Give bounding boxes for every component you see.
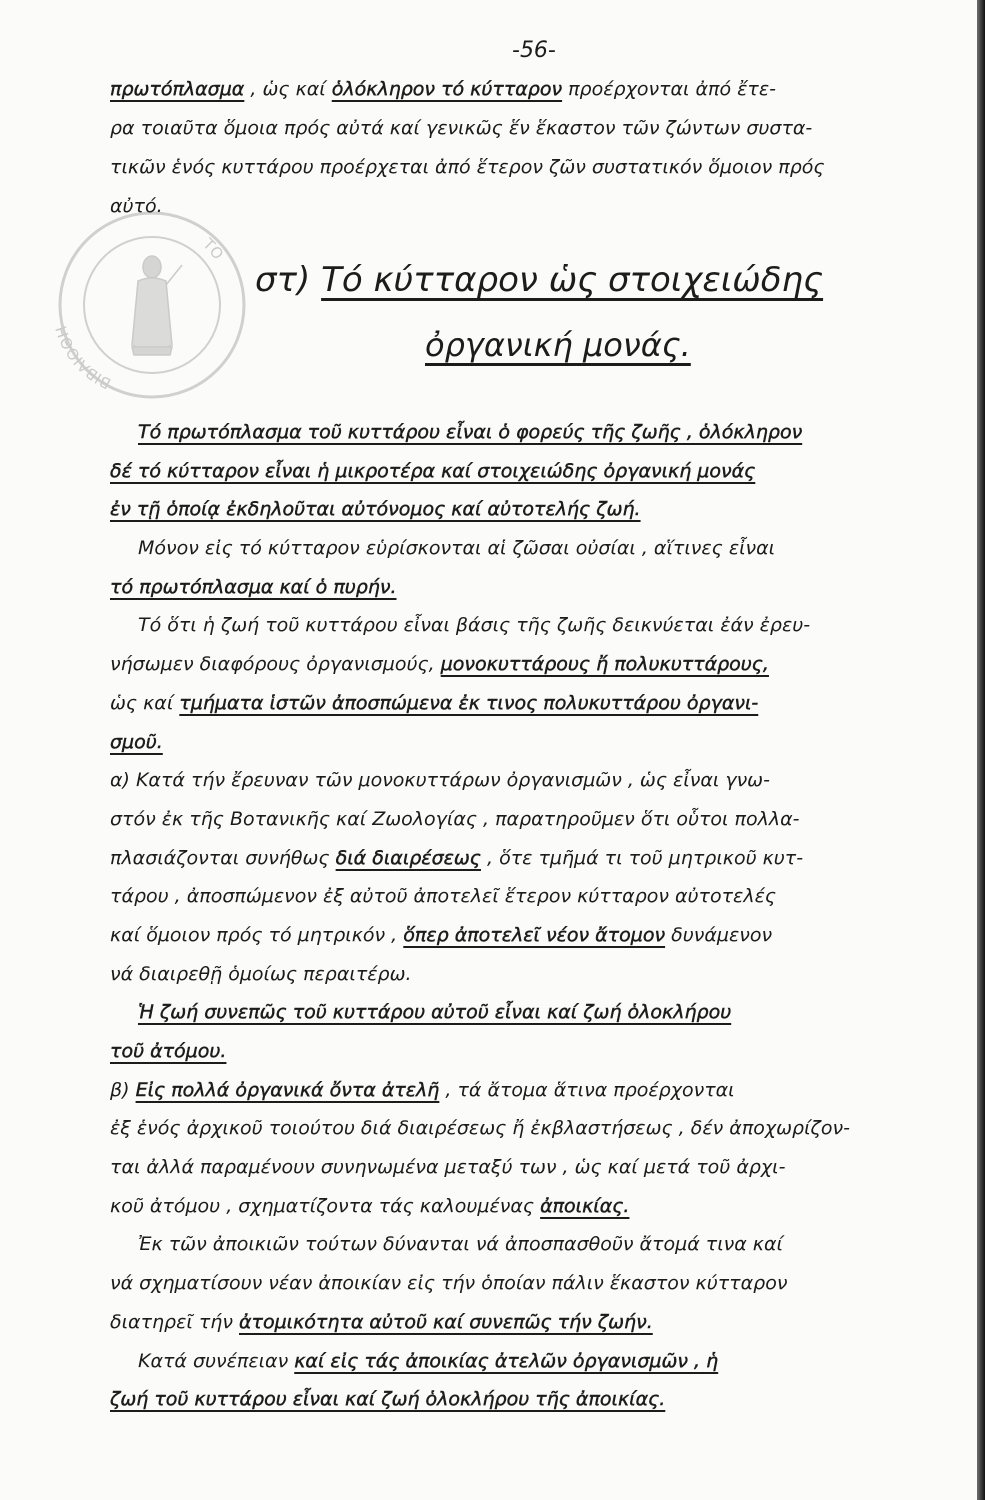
text-segment: νά σχηματίσουν νέαν ἀποικίαν εἰς τήν ὁποίαν πάλιν ἕκαστον κύτταρον — [110, 1272, 788, 1295]
text-segment: , τά ἄτομα ἅτινα προέρχονται — [439, 1078, 735, 1101]
text-segment: αὐτό. — [110, 195, 163, 217]
section-heading-continued — [425, 322, 691, 368]
text-line — [110, 70, 825, 109]
underlined-phrase: ὅπερ ἀποτελεῖ νέον ἄτομον — [403, 923, 666, 946]
text-segment: ρα τοιαῦτα ὅμοια πρός αὐτά καί γενικῶς ἕν ἕκαστον τῶν ζώντων συστα- — [110, 117, 813, 139]
section-number: στ) — [255, 260, 322, 300]
underlined-phrase: ἀτομικότητα αὐτοῦ καί συνεπῶς τήν ζωήν. — [239, 1310, 653, 1333]
underlined-phrase: τοῦ ἀτόμου. — [110, 1040, 227, 1062]
text-segment: στόν ἐκ τῆς Βοτανικῆς καί Ζωολογίας , παρατηροῦμεν ὅτι οὗτοι πολλα- — [110, 807, 800, 830]
text-segment: τικῶν ἑνός κυττάρου προέρχεται ἀπό ἕτερον ζῶν συστατικόν ὅμοιον πρός — [110, 156, 825, 178]
library-stamp — [52, 205, 252, 405]
text-segment: πλασιάζονται συνήθως — [110, 846, 336, 869]
underlined-phrase: τμήματα ἱστῶν ἀποσπώμενα ἐκ τινος πολυκυττάρου ὀργανι- — [179, 691, 759, 714]
underlined-phrase: Τό πρωτόπλασμα τοῦ κυττάρου εἶναι ὁ φορεύς τῆς ζωῆς , ὁλόκληρον — [138, 421, 803, 443]
text-segment: Κατά συνέπειαν — [138, 1349, 295, 1372]
page-number: -56- — [512, 38, 556, 63]
section-title-line-1: Τό κύτταρον ὡς στοιχειώδης — [321, 260, 824, 300]
text-line — [110, 1032, 850, 1071]
section-heading — [255, 255, 823, 305]
text-line — [110, 1303, 850, 1342]
underlined-phrase: σμοῦ. — [110, 730, 163, 753]
underlined-phrase: Εἰς πολλά ὀργανικά ὄντα ἀτελῆ — [135, 1078, 440, 1101]
text-line — [110, 684, 850, 723]
text-segment: διατηρεῖ τήν — [110, 1310, 239, 1333]
text-segment: νήσωμεν διαφόρους ὀργανισμούς, — [110, 653, 441, 676]
text-line — [110, 1225, 850, 1264]
text-line — [110, 1187, 850, 1226]
text-line — [110, 839, 850, 878]
text-line — [110, 1380, 850, 1419]
text-line — [110, 606, 850, 645]
section-body — [110, 413, 850, 1419]
text-segment: δυνάμενον — [665, 923, 773, 946]
stamp-lettering-right: ΤΟ — [199, 234, 228, 264]
text-segment: κοῦ ἀτόμου , σχηματίζοντα τάς καλουμένας — [110, 1194, 541, 1217]
text-line — [110, 1148, 850, 1187]
text-line — [110, 490, 850, 529]
scan-edge-shadow — [977, 0, 985, 1500]
text-line — [110, 723, 850, 762]
text-line — [110, 800, 850, 839]
text-line — [110, 529, 850, 568]
underlined-phrase: ἐν τῇ ὁποίᾳ ἐκδηλοῦται αὐτόνομος καί αὐτοτελής ζωή. — [110, 498, 641, 521]
text-line — [110, 148, 825, 187]
text-line — [110, 1109, 850, 1148]
underlined-phrase: τό πρωτόπλασμα καί ὁ πυρήν. — [110, 575, 397, 598]
text-segment: Τό ὅτι ἡ ζωή τοῦ κυττάρου εἶναι βάσις τῆς ζωῆς δεικνύεται ἐάν ἐρευ- — [138, 614, 811, 637]
text-segment: , ὡς καί — [244, 78, 332, 100]
text-segment: ἐξ ἑνός ἀρχικοῦ τοιούτου διά διαιρέσεως ἤ ἐκβλαστήσεως , δέν ἀποχωρίζον- — [110, 1117, 850, 1140]
text-segment: προέρχονται ἀπό ἔτε- — [562, 78, 776, 100]
text-segment: α) Κατά τήν ἔρευναν τῶν μονοκυττάρων ὀργανισμῶν , ὡς εἶναι γνω- — [110, 769, 770, 792]
opening-paragraph — [110, 70, 825, 226]
section-title-line-2: ὀργανική μονάς. — [425, 326, 691, 364]
underlined-phrase: διά διαιρέσεως — [335, 846, 481, 869]
underlined-phrase: ζωή τοῦ κυττάρου εἶναι καί ζωή ὁλοκλήρου τῆς ἀποικίας. — [110, 1388, 666, 1411]
text-segment: β) — [110, 1078, 136, 1101]
text-line — [110, 955, 850, 994]
text-segment: Ἐκ τῶν ἀποικιῶν τούτων δύνανται νά ἀποσπασθοῦν ἄτομά τινα καί — [138, 1233, 783, 1256]
underlined-phrase: πρωτόπλασμα — [110, 78, 245, 100]
text-segment: , ὅτε τμῆμά τι τοῦ μητρικοῦ κυτ- — [480, 846, 804, 869]
text-line — [110, 568, 850, 607]
underlined-phrase: ἀποικίας. — [540, 1194, 630, 1217]
underlined-phrase: καί εἰς τάς ἀποικίας ἀτελῶν ὀργανισμῶν , ἡ — [294, 1349, 719, 1372]
text-line — [110, 1342, 850, 1381]
text-line — [110, 761, 850, 800]
text-line — [110, 452, 850, 491]
text-line — [110, 187, 825, 226]
text-line — [110, 993, 850, 1032]
text-segment: τάρου , ἀποσπώμενον ἐξ αὐτοῦ ἀποτελεῖ ἕτερον κύτταρον αὐτοτελές — [110, 885, 776, 908]
text-segment: Μόνον εἰς τό κύτταρον εὑρίσκονται αἱ ζῶσαι οὐσίαι , αἵτινες εἶναι — [138, 537, 776, 560]
stamp-lettering-left: ΒΙΒΛΙΟΘΗ — [52, 323, 114, 393]
underlined-phrase: μονοκυττάρους ἤ πολυκυττάρους, — [440, 653, 769, 676]
text-segment: νά διαιρεθῇ ὁμοίως περαιτέρω. — [110, 962, 412, 985]
text-line — [110, 877, 850, 916]
text-line — [110, 1071, 850, 1110]
underlined-phrase: δέ τό κύτταρον εἶναι ἡ μικροτέρα καί στοιχειώδης ὀργανική μονάς — [110, 459, 756, 482]
text-line — [110, 1264, 850, 1303]
underlined-phrase: ὁλόκληρον τό κύτταρον — [331, 78, 563, 100]
text-line — [110, 645, 850, 684]
text-segment: καί ὅμοιον πρός τό μητρικόν , — [110, 923, 404, 946]
text-line — [110, 916, 850, 955]
text-segment: ὡς καί — [110, 691, 180, 714]
text-line — [110, 109, 825, 148]
text-segment: ται ἀλλά παραμένουν συνηνωμένα μεταξύ των , ὡς καί μετά τοῦ ἀρχι- — [110, 1156, 786, 1179]
text-line — [110, 413, 850, 452]
stamp-figure-icon — [132, 256, 182, 355]
underlined-phrase: Ἡ ζωή συνεπῶς τοῦ κυττάρου αὐτοῦ εἶναι καί ζωή ὁλοκλήρου — [138, 1001, 732, 1024]
